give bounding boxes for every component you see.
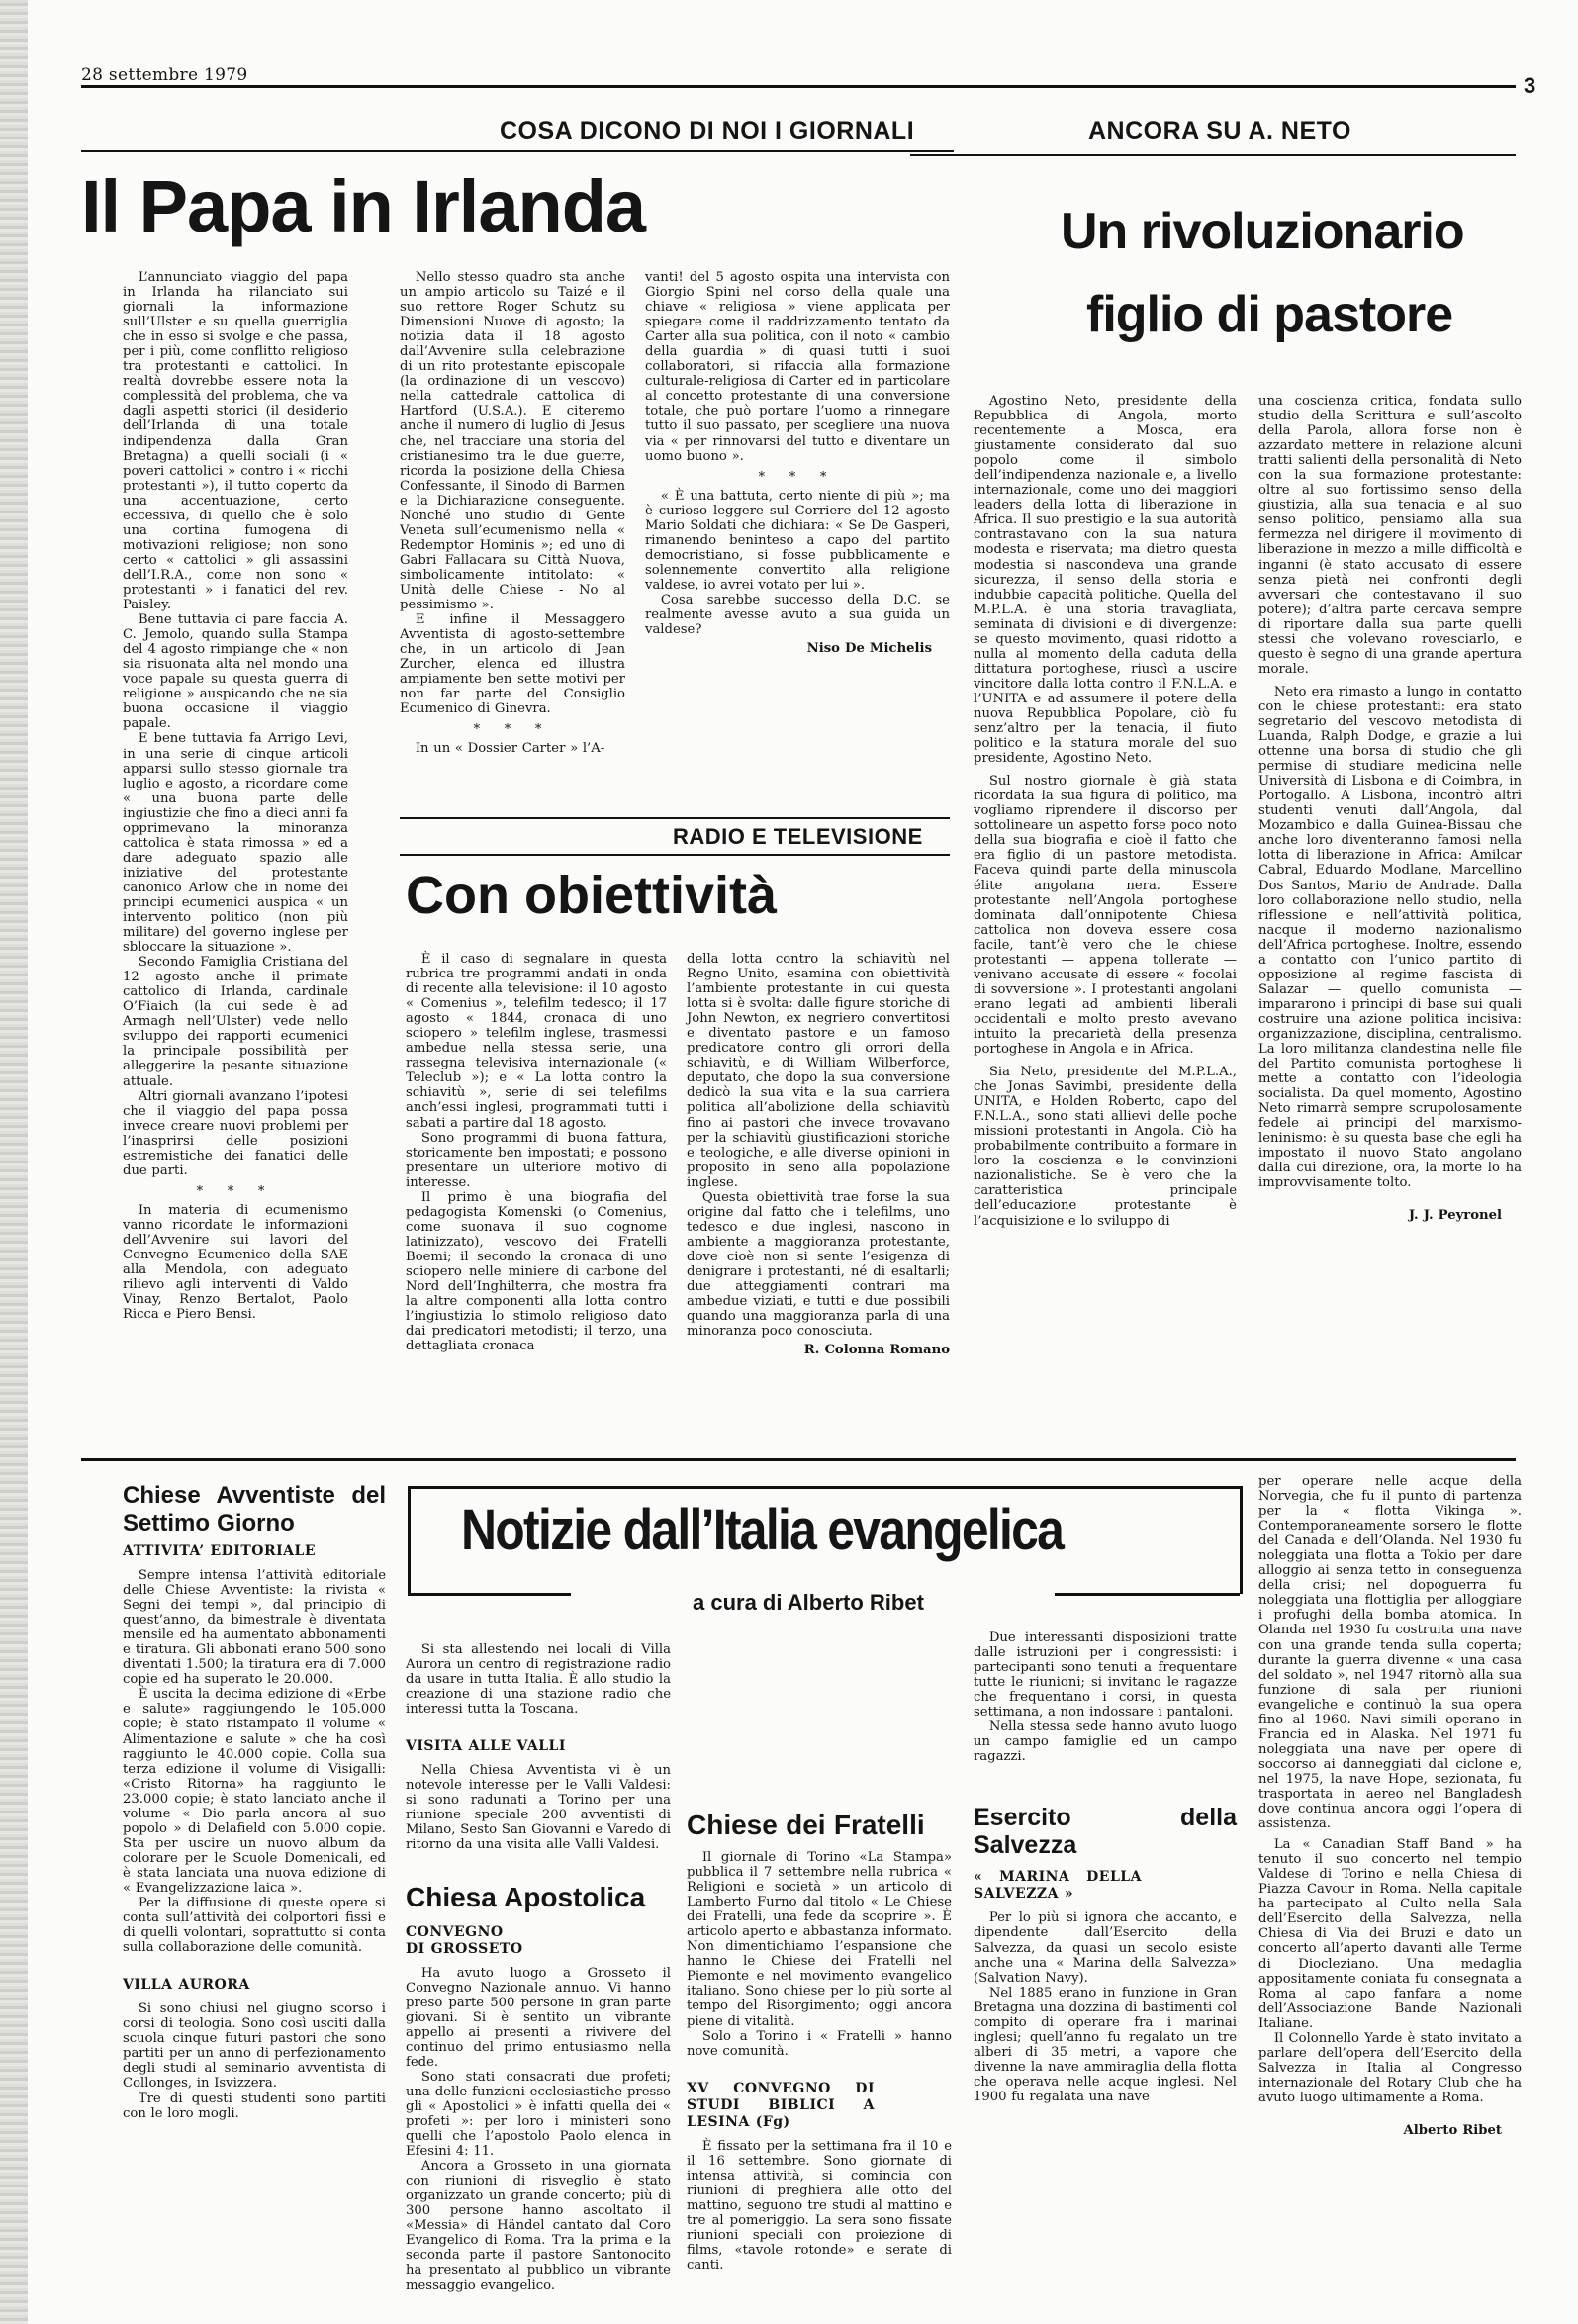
heading-avventiste: Chiese Avventiste del Settimo Giorno <box>123 1482 386 1536</box>
section-rule-left <box>81 150 954 152</box>
paragraph: una coscienza critica, fondata sullo studio della Scrittura e sull’ascolto della Parola, allora forse non è azzardato mettere in relazione alcuni tratti salienti della personalità di Neto con la sua formazione protestante: oltre al suo fortissimo senso della giustizia, alla sua tenacia e al suo senso politico, pensiamo alla sua fermezza nel dirigere il movimento di liberazione in mezzo a mille difficoltà e inganni (è stato accusato di essere senza pietà nei confronti degli avversari che contestavano il suo potere); d’altra parte cercava sempre di riportare dalla sua parte quelli stessi che volevano rovesciarlo, e questo è segno di una grande apertura morale. <box>1258 394 1522 677</box>
paragraph: Altri giornali avanzano l’ipotesi che il viaggio del papa possa invece creare nuovi problemi per l’inasprirsi delle posizioni estremistiche dei fanatici delle due parti. <box>123 1088 348 1178</box>
notizie-byline: a cura di Alberto Ribet <box>693 1590 924 1615</box>
notizie-column-5 <box>1258 1474 1522 2138</box>
subheading-marina: « MARINA DELLA SALVEZZA » <box>974 1869 1142 1903</box>
papa-column-3 <box>645 270 950 656</box>
author-signature: Niso De Michelis <box>806 641 932 657</box>
paragraph: È uscita la decima edizione di «Erbe e salute» raggiungendo le 105.000 copie; è stato ristampato il volume « Alimentazione e salute » che ha così raggiunto le 40.000 copie. Colla sua terza edizione il volume di Visigalli: «Cristo Ritorna» ha raggiunto le 23.000 copie; è stato lanciato anche il volume « Dio parla ancora al suo popolo » di Delafield con 5.000 copie. Sta per uscire un nuovo album da colorare per le Scuole Domenicali, ed è stata lanciata una nuova edizione di « Evangelizzazione laica ». <box>123 1687 386 1896</box>
notizie-column-2 <box>406 1642 671 2293</box>
notizie-column-4 <box>974 1630 1237 2104</box>
paragraph: Solo a Torino i « Fratelli » hanno nove comunità. <box>687 2028 952 2059</box>
paragraph: Bene tuttavia ci pare faccia A. C. Jemolo, quando sulla Stampa del 4 agosto rimpiange che « non sia risuonata alta nel mondo una voce papale su questa guerra di religione » auspicando che ne sia buona occasione il viaggio papale. <box>123 612 348 732</box>
paragraph: Nella stessa sede hanno avuto luogo un campo famiglie ed un campo ragazzi. <box>974 1720 1237 1765</box>
paragraph: della lotta contro la schiavitù nel Regno Unito, esamina con obiettività l’ambiente protestante in cui questa lotta si è svolta: dalle figure storiche di John Newton, ex negriero convertitosi e diventato pastore e un famoso predicatore contro gli orrori della schiavitù, e di William Wilberforce, deputato, che dopo la sua conversione dedicò la sua vita e la sua carriera politica all’abolizione della schiavitù fino ai pastori che invece trovavano per la schiavitù giustificazioni storiche e teologiche, e alle diverse opinioni in proposito in seno alla popolazione inglese. <box>687 952 950 1190</box>
paragraph: Agostino Neto, presidente della Repubblica di Angola, morto recentemente a Mosca, era giustamente considerato dal suo popolo come il simbolo dell’indipendenza nazionale e, a livello internazionale, come uno dei maggiori leaders della lotta di liberazione in Africa. Il suo prestigio e la sua autorità contrastavano con la sua natura modesta e riservata; ma dietro questa modestia si nascondeva una grande sicurezza, il senso della storia e indubbie capacità politiche. Quella del M.P.L.A. è una storia travagliata, seminata di divisioni e di divergenze: se questo movimento, quasi ridotto a nulla al momento della caduta della dittatura portoghese, riuscì a uscire vincitore dalla lotta contro il F.N.L.A. e l’UNITA e ad assumere il potere della nuova Repubblica Popolare, ciò fu senz’altro per la tenacia, il fiuto politico e la statura morale del suo presidente, Agostino Neto. <box>974 394 1237 767</box>
paragraph: Secondo Famiglia Cristiana del 12 agosto anche il primate cattolico di Irlanda, cardinale O’Fiaich (la cui sede è ad Armagh nell’Ulster) vede nello sviluppo dei rapporti ecumenici la principale possibilità per alleggerire la pesante situazione attuale. <box>123 955 348 1089</box>
paragraph: In un « Dossier Carter » l’A- <box>415 741 605 757</box>
issue-date: 28 settembre 1979 <box>81 65 248 85</box>
neto-column-2 <box>1258 394 1522 1224</box>
paragraph: Cosa sarebbe successo della D.C. se realmente avesse avuto a sua guida un valdese? <box>645 592 950 638</box>
separator-stars: * * * <box>473 722 552 738</box>
radio-column-2 <box>687 952 950 1357</box>
box-rule-left <box>408 1593 571 1596</box>
scan-edge <box>0 0 28 2324</box>
radio-column-1 <box>406 952 667 1353</box>
section-rule-right <box>910 154 1516 156</box>
paragraph: L’annunciato viaggio del papa in Irlanda ha rilanciato sui giornali la informazione sull’Ulster e su quella guerriglia che in esso si svolge e che passa, per i più, come conflitto religioso tra protestanti e cattolici. In realtà dovrebbe essere nota la complessità del problema, che va dagli aspetti storici (il desiderio dell’Irlanda di una totale indipendenza dalla Gran Bretagna) a quelli sociali (i « poveri cattolici » contro i « ricchi protestanti »), il tutto coperto da una accentuazione, certo eccessiva, di quello che è solo una cortina fumogena di motivazioni religiose; non sono certo « cattolici » gli assassini dell’I.R.A., come non sono « protestanti » i fanatici del rev. Paisley. <box>123 270 348 613</box>
heading-fratelli: Chiese dei Fratelli <box>687 1810 925 1840</box>
section-rule-radio-top <box>400 817 950 819</box>
notizie-column-1 <box>123 1482 386 2121</box>
paragraph: Ancora a Grosseto in una giornata con riunioni di risveglio è stato organizzato un grande concerto; più di 300 persone hanno ascoltato il «Messia» di Händel cantato dal Coro Evangelico di Roma. Tra la prima e la seconda parte il pastore Santonocito ha presentato al pubblico un vibrante messaggio evangelico. <box>406 2159 671 2293</box>
paragraph: Si sono chiusi nel giugno scorso i corsi di teologia. Sono così usciti dalla scuola cinque futuri pastori che sono partiti per un anno di perfezionamento degli studi al seminario avventista di Collonges, in Isvizzera. <box>123 2001 386 2092</box>
paragraph: per operare nelle acque della Norvegia, che fu il punto di partenza per la « flotta Vikinga ». Contemporaneamente sorsero le flotte del Canada e dell’Olanda. Nel 1930 fu noleggiata una flotta a Tokio per dare alloggio ai senza tetto in conseguenza della crisi; nel dopoguerra fu noleggiata una flottiglia per alloggiare i profughi della bomba atomica. In Olanda nel 1930 fu costruita una nave con una grande tenda sulla coperta; durante la guerra divenne « una casa del soldato », nel 1947 ritornò alla sua funzione di sala per riunioni evangeliche e continuò la sua opera fino al 1960. Navi simili operano in Francia ed in Alaska. Nel 1971 fu noleggiata una nave per opere di soccorso ai danneggiati dal ciclone e, nel 1975, la nave Hope, sezionata, fu trasportata in aereo nel Bangladesh dove continua ancora oggi l’opera di assistenza. <box>1258 1474 1522 1832</box>
page-divider <box>81 1458 1516 1461</box>
paragraph: Nello stesso quadro sta anche un ampio articolo su Taizé e il suo rettore Roger Schutz su Dimensioni Nuove di agosto; la notizia data il 18 agosto dall’Avvenire sulla celebrazione di un rito protestante episcopale (la ordinazione di un vescovo) nella cattedrale cattolica di Hartford (U.S.A.). E citeremo anche il numero di luglio di Jesus che, nel tracciare una storia del cristianesimo tra le due guerre, ricorda la posizione della Chiesa Confessante, il Sinodo di Barmen e la Dichiarazione conseguente. Nonché uno studio di Gente Veneta sull’ecumenismo nella « Redemptor Hominis »; ed uno di Gabri Fallacara su Città Nuova, simbolicamente intitolato: « Unità delle Chiese - No al pessimismo ». <box>400 270 625 613</box>
masthead-rule <box>81 85 1516 88</box>
paragraph: E infine il Messaggero Avventista di agosto-settembre che, in un articolo di Jean Zurcher, elenca ed illustra ampiamente ben sette motivi per non far parte del Consiglio Ecumenico di Ginevra. <box>400 612 625 717</box>
section-rule-radio <box>400 854 950 856</box>
section-kicker-radio: RADIO E TELEVISIONE <box>673 824 923 849</box>
subheading-visita-valli: VISITA ALLE VALLI <box>406 1738 566 1755</box>
paragraph: Per la diffusione di queste opere si conta sull’attività dei colportori fissi e di quelli volontari, soprattutto si conta sulla collaborazione delle comunità. <box>123 1896 386 1956</box>
subheading-villa-aurora: VILLA AURORA <box>123 1977 250 1994</box>
paragraph: Sono programmi di buona fattura, storicamente ben impostati; e possono presentare un ulteriore motivo di interesse. <box>406 1130 667 1190</box>
headline-neto-line2: figlio di pastore <box>1086 286 1453 343</box>
author-signature: J. J. Peyronel <box>1408 1208 1502 1224</box>
paragraph: Questa obiettività trae forse la sua origine dal fatto che i telefilms, uno tedesco e due inglesi, nascono in ambiente a maggioranza protestante, dove cioè non si sente l’esigenza di denigrare i protestanti, né di esaltarli; due atteggiamenti contrari ma ambedue viziati, e tutti e due possibili quando una maggioranza parla di una minoranza poco conosciuta. <box>687 1189 950 1340</box>
section-kicker-left: COSA DICONO DI NOI I GIORNALI <box>500 117 915 144</box>
paragraph: Nel 1885 erano in funzione in Gran Bretagna una dozzina di bastimenti col compito di operare fra i marinai inglesi; quell’anno fu regalato un tre alberi di 35 metri, a vapore che divenne la nave ammiraglia della flotta che operava nelle acque inglesi. Nel 1900 fu regalata una nave <box>974 1985 1237 2104</box>
paragraph: Sia Neto, presidente del M.P.L.A., che Jonas Savimbi, presidente della UNITA, e Holden Roberto, capo del F.N.L.A., sono stati allievi delle poche missioni protestanti in Angola. Ciò ha probabilmente contribuito a formare in loro la coscienza e le convinzioni nazionalistiche. Se è vero che la caratteristica principale dell’educazione protestante è l’acquisizione e lo sviluppo di <box>974 1065 1237 1229</box>
paragraph: « È una battuta, certo niente di più »; ma è curioso leggere sul Corriere del 12 agosto Mario Soldati che dichiara: « Se De Gasperi, rimanendo beninteso a capo del partito democristiano, si fosse pubblicamente e solennemente convertito alla religione valdese, io avrei votato per lui ». <box>645 488 950 593</box>
headline-notizie: Notizie dall’Italia evangelica <box>461 1498 1064 1562</box>
headline-radio: Con obiettività <box>406 866 777 925</box>
paragraph: Neto era rimasto a lungo in contatto con le chiese protestanti: era stato segretario del vescovo metodista di Luanda, Ralph Dodge, e grazie a lui ottenne una borsa di studio che gli permise di studiare medicina nelle Università di Lisbona e di Coimbra, in Portogallo. A Lisbona, incontrò altri studenti venuti dall’Angola, dal Mozambico e dalla Guinea-Bissau che anche loro diventeranno famosi nella lotta di liberazione in Africa: Amilcar Cabral, Eduardo Modlane, Marcellino Dos Santos, Mario de Andrade. Dalla loro collaborazione nello studio, nella riflessione e nell’attività politica, nacque il moderno nazionalismo dell’Africa portoghese. Inoltre, essendo a contatto con l’unico partito di opposizione al regime fascista di Salazar — quello comunista — impararono i principi di base sui quali costruire una azione politica incisiva: organizzazione, disciplina, centralismo. La loro militanza clandestina nelle file del Partito comunista portoghese li mette a contatto con l’ideologia socialista. Da quel momento, Agostino Neto rimarrà sempre scrupolosamente fedele ai principi del marxismo-leninismo: è su questa base che egli ha impostato il nuovo Stato angolano dalla cui direzione, ora, la morte lo ha improvvisamente tolto. <box>1258 684 1522 1191</box>
separator-stars: * * * <box>758 469 837 485</box>
paragraph: Nella Chiesa Avventista vi è un notevole interesse per le Valli Valdesi: si sono radunati a Torino per una riunione speciale 200 avventisti di Milano, Sesto San Giovanni e Varedo di ritorno da una visita alle Valli Valdesi. <box>406 1763 671 1853</box>
heading-salvezza: Esercito della Salvezza <box>974 1804 1237 1860</box>
box-rule-right <box>1055 1593 1240 1596</box>
paragraph: È fissato per la settimana fra il 10 e il 16 settembre. Sono giornate di intensa attività, si comincia con riunioni di preghiera alle otto del mattino, seguono tre studi al mattino e tre al pomeriggio. La sera sono fissate riunioni speciali con proiezione di films, «tavole rotonde» e serate di canti. <box>687 2138 952 2274</box>
headline-papa: Il Papa in Irlanda <box>81 165 646 247</box>
subheading-attivita: ATTIVITA’ EDITORIALE <box>123 1543 317 1559</box>
page-number: 3 <box>1524 73 1536 98</box>
paragraph: Sempre intensa l’attività editoriale delle Chiese Avventiste: la rivista « Segni dei tempi », dal principio di quest’anno, da bimestrale è diventata mensile ed ha aumentato abbonamenti e tiratura. Gli abbonati erano 500 sono diventati 1.500; la tiratura era di 7.000 copie ed ha superato le 20.000. <box>123 1568 386 1688</box>
neto-column-1 <box>974 394 1237 1229</box>
paragraph: Si sta allestendo nei locali di Villa Aurora un centro di registrazione radio da usare in tutta Italia. È allo studio la creazione di una stazione radio che interessi tutta la Toscana. <box>406 1642 671 1718</box>
paragraph: Ha avuto luogo a Grosseto il Convegno Nazionale annuo. Vi hanno preso parte 500 persone in gran parte giovani. Si è sentito un vibrante appello ai presenti a rivivere del continuo del primo entusiasmo nella fede. <box>406 1965 671 2070</box>
paragraph: Due interessanti disposizioni tratte dalle istruzioni per i congressisti: i partecipanti sono tenuti a frequentare tutte le riunioni; si invitano le ragazze che frequentano i corsi, in questa settimana, a non indossare i pantaloni. <box>974 1630 1237 1720</box>
paragraph: La « Canadian Staff Band » ha tenuto il suo concerto nel tempio Valdese di Torino e nella Chiesa di Piazza Cavour in Roma. Nella capitale ha partecipato al Culto nella Sala dell’Esercito della Salvezza, nella Chiesa di Via dei Bruzi e dato un concerto all’aperto davanti alle Terme di Diocleziano. Una medaglia appositamente coniata fu consegnata a Roma al capo fanfara a nome dell’Associazione Bande Nazionali Italiane. <box>1258 1837 1522 2031</box>
paragraph: Sul nostro giornale è già stata ricordata la sua figura di politico, ma vogliamo riprendere il discorso per sottolineare un aspetto forse poco noto della sua biografia e cioè il fatto che era figlio di un pastore metodista. Faceva quindi parte della minuscola élite angolana nera. Essere protestante nell’Angola portoghese dominata dall’onnipotente Chiesa cattolica non doveva essere cosa facile, tant’è vero che le chiese protestanti — appena tollerate — venivano accusate di essere « focolai di sovversione ». I protestanti angolani erano legati ad ambienti liberali occidentali e molto presto avevano intuito la precarietà della presenza portoghese in Angola e in Africa. <box>974 774 1237 1058</box>
paragraph: E bene tuttavia fa Arrigo Levi, in una serie di cinque articoli apparsi sullo stesso giornale tra luglio e agosto, a ricordare come « una buona parte delle ingiustizie che fino a dieci anni fa opprimevano la minoranza cattolica è stata rimossa » ed a dare adeguato spazio alle iniziative del protestante canonico Arlow che in nome dei principi ecumenici auspica « un intervento politico (non più militare) del governo inglese per sbloccare la situazione ». <box>123 731 348 956</box>
papa-column-2 <box>400 270 625 757</box>
paragraph: Il primo è una biografia del pedagogista Komenski (o Comenius, come suonava il suo cognome latinizzato), vescovo dei Fratelli Boemi; il secondo la cronaca di uno sciopero nelle miniere di carbone del Nord dell’Inghilterra, che mostra fra la altre componenti alla lotta contro l’ingiustizia lo stimolo religioso dato dai predicatori metodisti; il terzo, una dettagliata cronaca <box>406 1189 667 1354</box>
subheading-lesina: XV CONVEGNO DI STUDI BIBLICI A LESINA (Fg) <box>687 2080 875 2130</box>
subheading-grosseto: CONVEGNO DI GROSSETO <box>406 1923 523 1957</box>
paragraph: Il Colonnello Yarde è stato invitato a parlare dell’opera dell’Esercito della Salvezza in Italia al Congresso internazionale del Rotary Club che ha avuto luogo ultimamente a Roma. <box>1258 2030 1522 2105</box>
paragraph: Tre di questi studenti sono partiti con le loro mogli. <box>123 2091 386 2121</box>
paragraph: Per lo più si ignora che accanto, e dipendente dall’Esercito della Salvezza, da quasi un secolo esiste anche una « Marina della Salvezza» (Salvation Navy). <box>974 1910 1237 1986</box>
paragraph: È il caso di segnalare in questa rubrica tre programmi andati in onda di recente alla televisione: il 10 agosto « Comenius », telefilm tedesco; il 17 agosto « 1844, cronaca di uno sciopero » telefilm inglese, trasmessi ambedue nella stessa serie, una rassegna televisiva internazionale (« Teleclub »); e « La lotta contro la schiavitù », serie di sei telefilms anch’essi inglesi, programmati tutti i sabati a partire dal 18 agosto. <box>406 952 667 1131</box>
section-kicker-right: ANCORA SU A. NETO <box>1088 117 1351 144</box>
separator-stars: * * * <box>196 1183 275 1199</box>
headline-neto-line1: Un rivoluzionario <box>1061 203 1464 260</box>
heading-apostolica: Chiesa Apostolica <box>406 1881 646 1912</box>
notizie-column-3 <box>687 1809 952 2273</box>
paragraph: Il giornale di Torino «La Stampa» pubblica il 7 settembre nella rubrica « Religioni e società » un articolo di Lamberto Furno dal titolo « Le Chiese dei Fratelli, una fede da scoprire ». È articolo aperto e abbastanza informato. Non dimentichiamo l’espansione che hanno le Chiese dei Fratelli nel Piemonte e nel movimento evangelico italiano. Sono chiese per lo più sorte al tempo del Risorgimento; oggi ancora piene di vitalità. <box>687 1850 952 2029</box>
paragraph: vanti! del 5 agosto ospita una intervista con Giorgio Spini nel corso della quale una chiave « religiosa » viene applicata per spiegare come il raddrizzamento tentato da Carter alla sua politica, con il noto « cambio della guardia » di quasi tutti i suoi collaboratori, si rifaccia alla formazione culturale-religiosa di Carter ed in particolare al concetto protestante di una conversione totale, che può portare l’uomo a rinnegare tutto il suo passato, per scegliere una nuova via « per rinnovarsi del tutto e diventare un uomo buono ». <box>645 270 950 464</box>
papa-column-1 <box>123 270 348 1322</box>
paragraph: In materia di ecumenismo vanno ricordate le informazioni dell’Avvenire sui lavori del Convegno Ecumenico della SAE alla Mendola, con adeguato rilievo agli interventi di Valdo Vinay, Renzo Bertalot, Paolo Ricca e Piero Bensi. <box>123 1202 348 1323</box>
author-signature: Alberto Ribet <box>1403 2122 1502 2138</box>
author-signature: R. Colonna Romano <box>803 1343 950 1358</box>
paragraph: Sono stati consacrati due profeti; una delle funzioni ecclesiastiche presso gli « Apostolici » è infatti quella dei « profeti »: per loro i ministeri sono quelli che l’apostolo Paolo elenca in Efesini 4: 11. <box>406 2069 671 2160</box>
